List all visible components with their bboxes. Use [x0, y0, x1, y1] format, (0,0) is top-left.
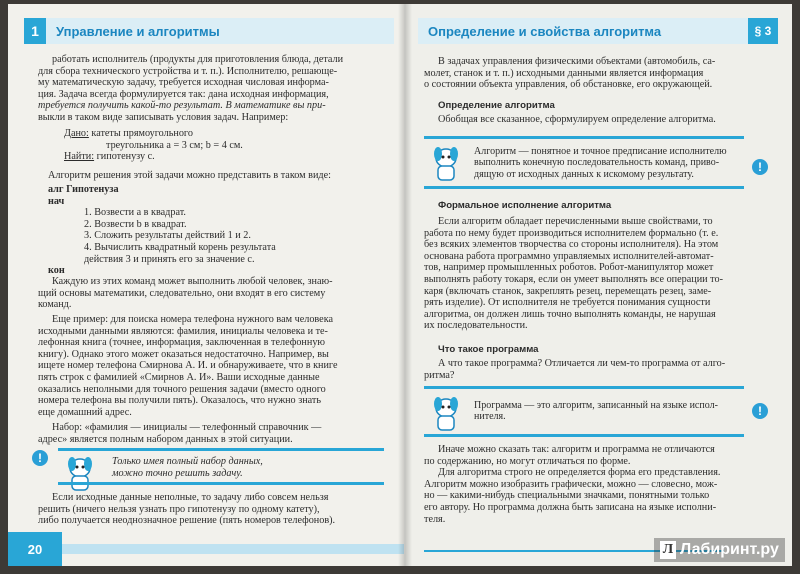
chapter-title: Управление и алгоритмы: [46, 18, 394, 44]
subheading-formal: Формальное исполнение алгоритма: [438, 200, 612, 211]
subheading-program: Что такое программа: [438, 344, 539, 355]
dog-mascot-icon: [428, 144, 464, 184]
right-paragraph-2: Обобщая все сказанное, сформулируем определение алгоритма.: [438, 114, 716, 125]
left-paragraph-3: Еще пример: для поиска номера телефона нужного вам человека исходными данными являются: фамилия, инициалы человека и те- лефонная книга (точнее, информация, заключенная в телефонную книгу). Однако этого может оказаться недостаточно. Например, вы ищете номер телефона Смирнова А. И. и обнаруживаете, что в книге пять строк с фамилией «Смирнов А. И». Ваши исходные данные оказались неполными для точного решения задачи (вместо одного номера телефона вы получили пять). Оказалось, что нужно знать еще домашний адрес.: [38, 314, 338, 418]
right-header: [418, 18, 778, 44]
definition-program: Программа — это алгоритм, записанный на языке испол- нителя.: [474, 400, 718, 423]
page-number: 20: [8, 532, 62, 566]
left-header: [24, 18, 394, 44]
algo-intro: Алгоритм решения этой задачи можно представить в таком виде:: [48, 170, 331, 181]
subheading-definition: Определение алгоритма: [438, 100, 555, 111]
definition-2-top-rule: [424, 386, 744, 389]
definition-2-bottom-rule: [424, 434, 744, 437]
left-paragraph-1: работать исполнитель (продукты для приготовления блюда, детали для сбора технического устройства и т. п.). Исполнителю, решающе- му математическую задачу, требуется исходная числовая информа- ция. Задача всегда формулируется так: дана исходная информация, требуется получить какой-то результат. В математике вы при- выкли в таком виде записывать условия задач. Например:: [38, 54, 344, 123]
callout-text: Только имея полный набор данных, можно точно решить задачу.: [112, 456, 263, 479]
left-paragraph-4: Набор: «фамилия — инициалы — телефонный справочник — адрес» является полным набором данных в этой ситуации.: [38, 422, 322, 445]
algorithm-block: алг Гипотенуза нач 1. Возвести a в квадрат. 2. Возвести b в квадрат. 3. Сложить результаты действий 1 и 2. 4. Вычислить квадратный корень результата действия 3 и принять его за значение c. кон: [48, 184, 276, 277]
exclamation-icon: !: [752, 159, 768, 175]
watermark-text: Лабиринт.ру: [680, 541, 779, 558]
given-block: Дано: катеты прямоугольного треугольника a = 3 см; b = 4 см. Найти: гипотенузу c.: [64, 128, 243, 163]
left-paragraph-2: Каждую из этих команд может выполнить любой человек, знаю- щий основы математики, следовательно, они входят в его систему команд.: [38, 276, 333, 311]
right-paragraph-1: В задачах управления физическими объектами (автомобиль, са- молет, станок и т. п.) исходными данными является информация о состоянии объекта управления, об обстановке, его окружающей.: [424, 56, 716, 91]
watermark-logo: [654, 538, 785, 562]
right-paragraph-5: Иначе можно сказать так: алгоритм и программа не отличаются по содержанию, но могут отличаться по форме. Для алгоритма строго не определяется форма его представления. Алгоритм можно изобразить графически, можно — словесно, мож- но — какими-нибудь специальными значками, понятными только его автору. Но программа должна быть записана на языке исполни- теля.: [424, 444, 721, 525]
labirint-logo-icon: Л: [660, 541, 676, 559]
dog-mascot-icon: [428, 394, 464, 434]
exclamation-icon: !: [32, 450, 48, 466]
exclamation-icon: !: [752, 403, 768, 419]
callout-top-rule: [58, 448, 384, 451]
definition-algorithm: Алгоритм — понятное и точное предписание исполнителю выполнить конечную последовательность команд, приво- дящую от исходных данных к искомому результату.: [474, 146, 727, 180]
section-number: § 3: [748, 18, 778, 44]
dog-mascot-icon: [62, 454, 98, 494]
footer-bar: [62, 544, 404, 554]
section-title: Определение и свойства алгоритма: [418, 18, 748, 44]
definition-1-bottom-rule: [424, 186, 744, 189]
right-page: [404, 4, 792, 566]
right-paragraph-4: А что такое программа? Отличается ли чем-то программа от алго- ритма?: [424, 358, 726, 381]
chapter-number: 1: [24, 18, 46, 44]
definition-1-top-rule: [424, 136, 744, 139]
left-page: [8, 4, 404, 566]
right-paragraph-3: Если алгоритм обладает перечисленными выше свойствами, то работа по нему будет производиться исполнителем формально (т. е. без всяких элементов творчества со стороны исполнителя). На этом основана работа программно управляемых исполнителей-автомат- тов, например промышленных роботов. Робот-манипулятор может выполнять работу токаря, если он умеет выполнять все операции то- каря (включать станок, закреплять резец, перемещать резец, заме- рять изделие). От исполнителя не требуется понимания сущности алгоритма, он должен лишь точно выполнять команды, не нарушая их последовательности.: [424, 216, 723, 332]
left-paragraph-5: Если исходные данные неполные, то задачу либо совсем нельзя решить (ничего нельзя узнать про гипотенузу по одному катету), либо получается неоднозначное решение (пять номеров телефонов).: [38, 492, 336, 527]
callout-bottom-rule: [58, 482, 384, 485]
